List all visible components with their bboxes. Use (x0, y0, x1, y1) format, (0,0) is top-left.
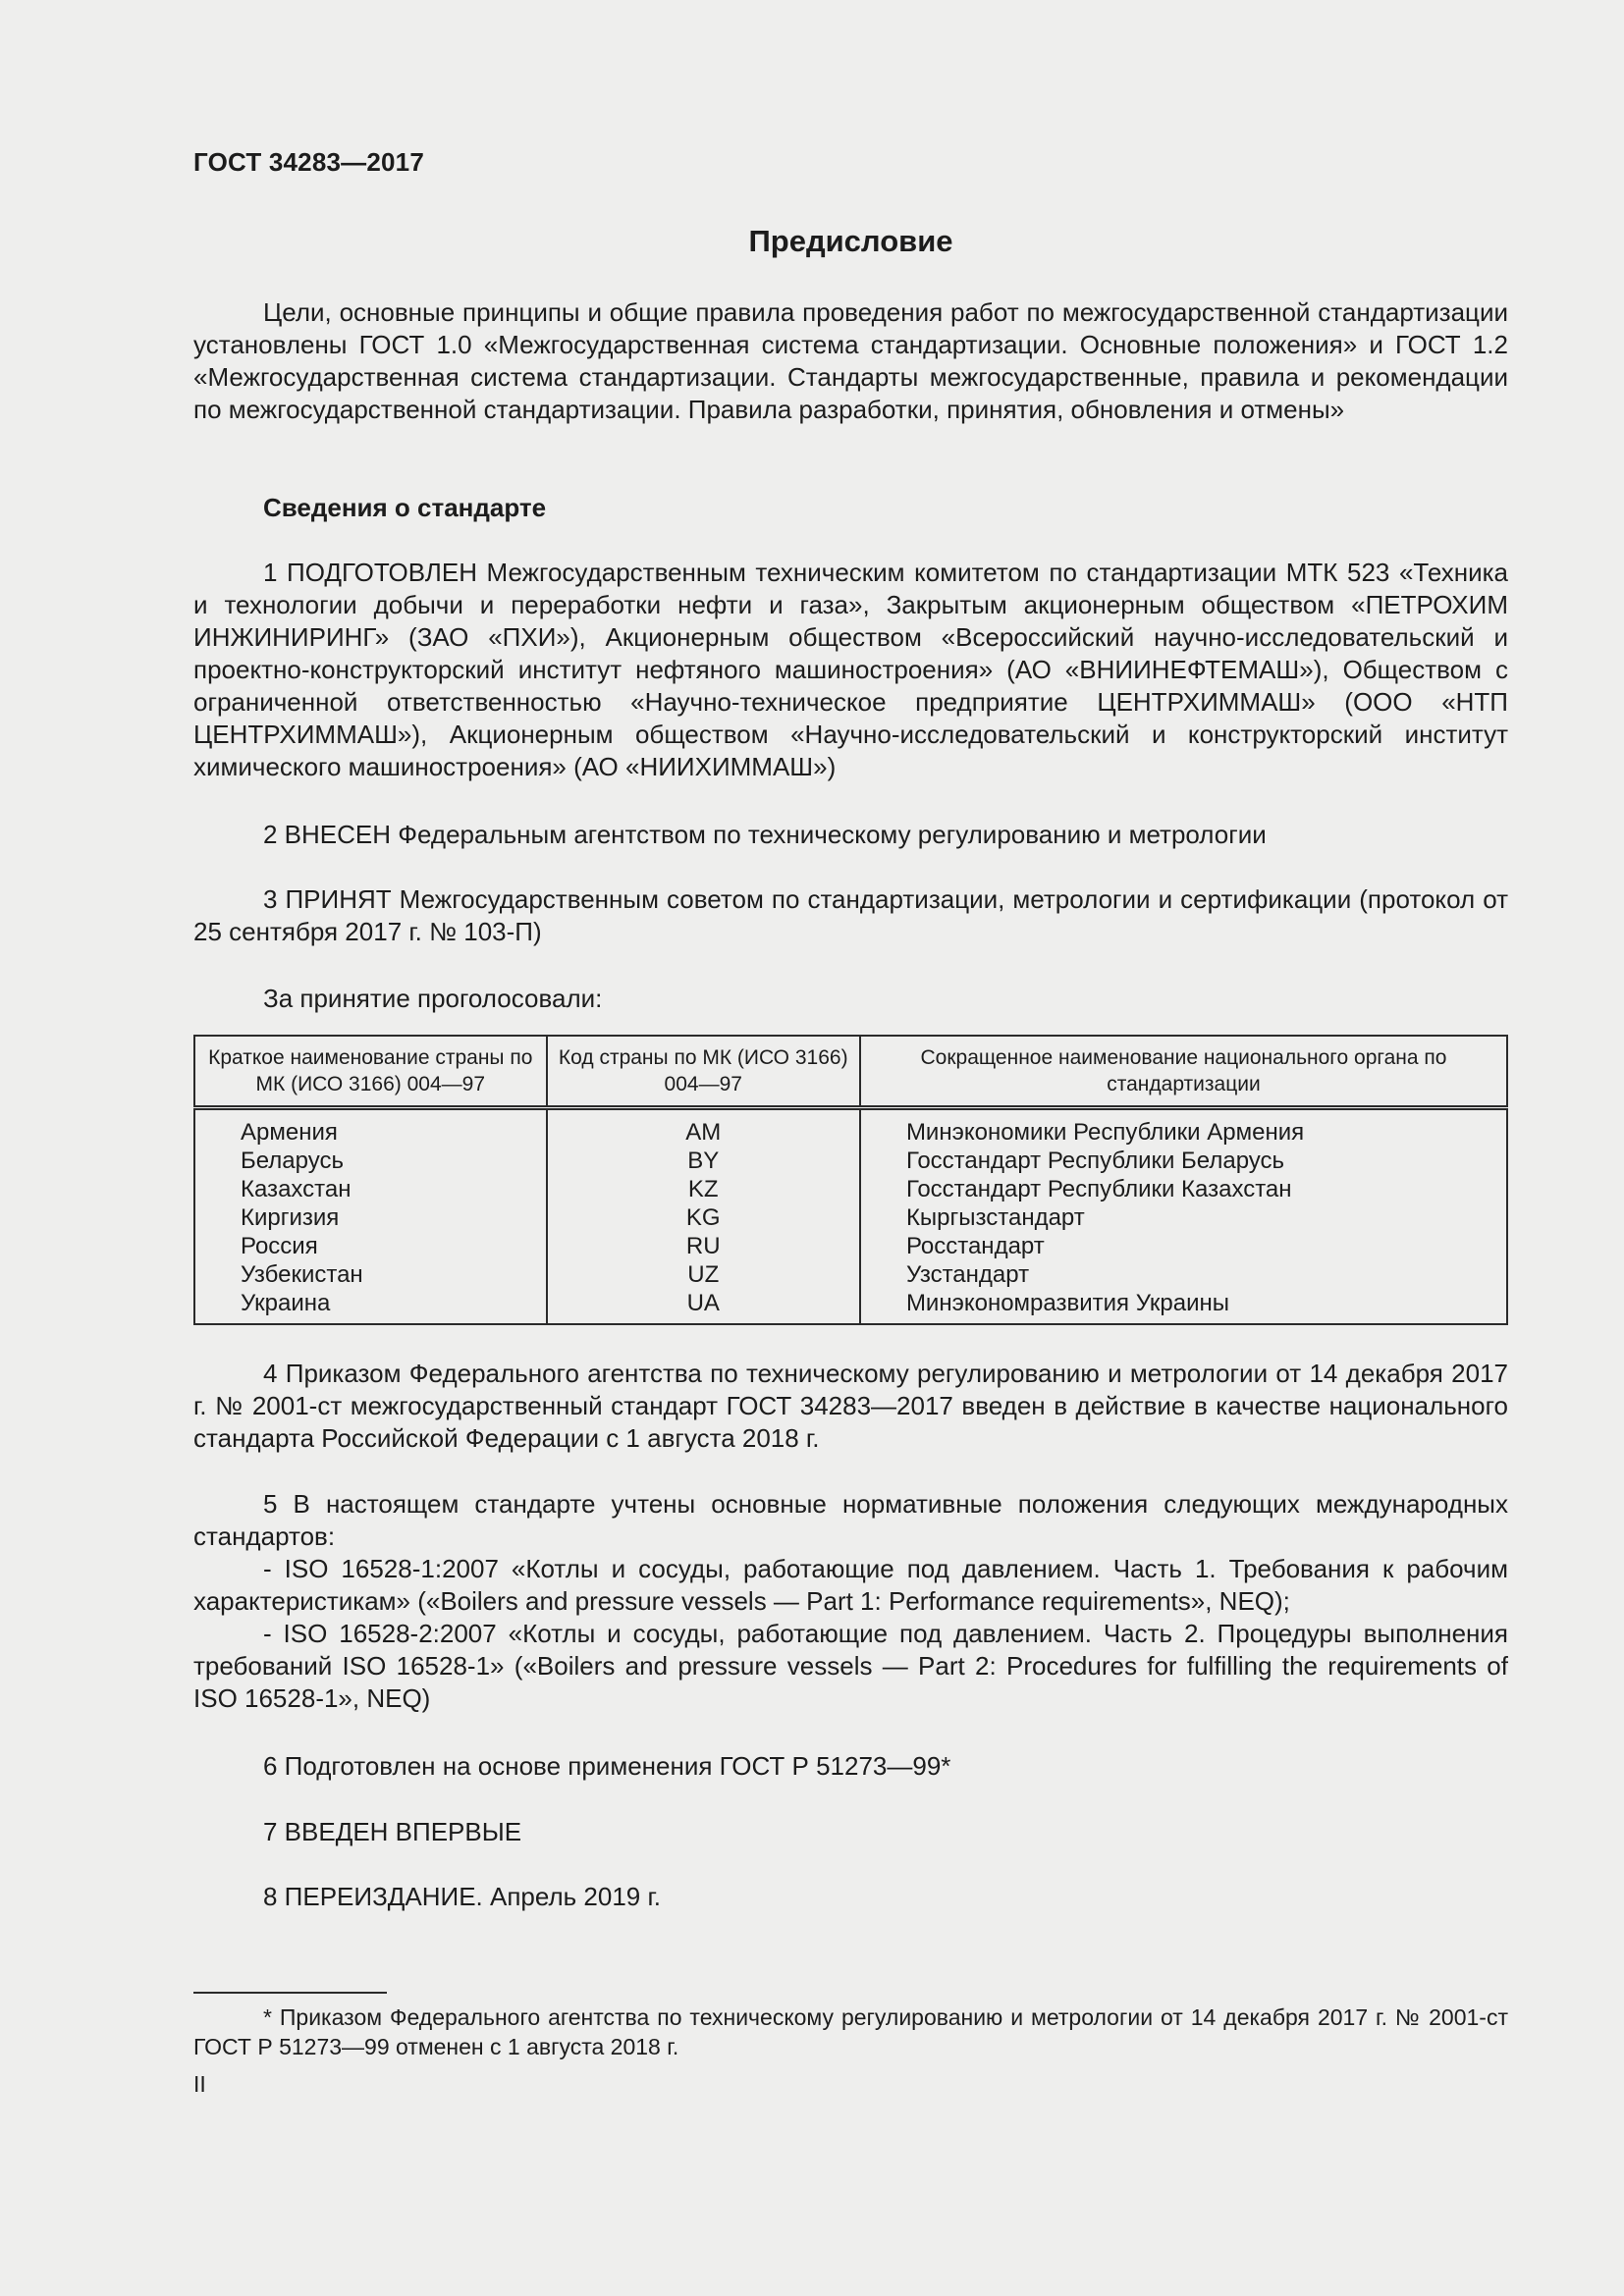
item-8-paragraph: 8 ПЕРЕИЗДАНИЕ. Апрель 2019 г. (263, 1882, 662, 1911)
item-5-paragraph: 5 В настоящем стандарте учтены основные нормативные положения следующих международных стандартов: (193, 1489, 1508, 1551)
header-country-code: Код страны по МК (ИСО 3166) 004—97 (547, 1036, 860, 1108)
votes-intro: За принятие проголосовали: (263, 984, 603, 1013)
item-5-standard-2: - ISO 16528-2:2007 «Котлы и сосуды, работающие под давлением. Часть 2. Процедуры выполнения требований ISO 16528-1» («Boilers and pressure vessels — Part 2: Procedures for fulfilling the requirements of ISO 16528-1», NEQ) (193, 1619, 1508, 1713)
item-4-paragraph: 4 Приказом Федерального агентства по техническому регулированию и метрологии от 14 декабря 2017 г. № 2001-ст межгосударственный стандарт ГОСТ 34283—2017 введен в действие в качестве национального стандарта Российской Федерации с 1 августа 2018 г. (193, 1359, 1508, 1453)
item-1-paragraph: 1 ПОДГОТОВЛЕН Межгосударственным техническим комитетом по стандартизации МТК 523 «Техника и технологии добычи и переработки нефти и газа», Закрытым акционерным обществом «ПЕТРОХИМ ИНЖИНИРИНГ» (ЗАО «ПХИ»), Акционерным обществом «Всероссийский научно-исследовательский и проектно-конструкторский институт нефтяного машиностроения» (АО «ВНИИНЕФТЕМАШ»), Обществом с ограниченной ответственностью «Научно-техническое предприятие ЦЕНТРХИММАШ» (ООО «НТП ЦЕНТРХИММАШ»), Акционерным обществом «Научно-исследовательский и конструкторский институт химического машиностроения» (АО «НИИХИММАШ») (193, 558, 1508, 781)
table-row (194, 1108, 1507, 1148)
cell-body: Госстандарт Республики Казахстан (860, 1175, 1507, 1203)
table-row (194, 1289, 1507, 1324)
table-row (194, 1232, 1507, 1260)
section-heading: Сведения о стандарте (263, 493, 547, 522)
cell-body: Росстандарт (860, 1232, 1507, 1260)
cell-country: Беларусь (194, 1147, 547, 1175)
header-country-name: Краткое наименование страны по МК (ИСО 3166) 004—97 (194, 1036, 547, 1108)
cell-code: BY (547, 1147, 860, 1175)
cell-country: Казахстан (194, 1175, 547, 1203)
footnote-separator (193, 1992, 387, 1994)
item-5-standard-1: - ISO 16528-1:2007 «Котлы и сосуды, работающие под давлением. Часть 1. Требования к рабочим характеристикам» («Boilers and pressure vessels — Part 1: Performance requirements», NEQ); (193, 1554, 1508, 1616)
cell-body: Кыргызстандарт (860, 1203, 1507, 1232)
page-title: Предисловие (748, 224, 953, 258)
table-row (194, 1260, 1507, 1289)
votes-table (193, 1035, 1508, 1325)
document-header: ГОСТ 34283—2017 (193, 147, 424, 177)
cell-code: AM (547, 1108, 860, 1148)
cell-code: UA (547, 1289, 860, 1324)
cell-code: KG (547, 1203, 860, 1232)
table-row (194, 1203, 1507, 1232)
cell-body: Узстандарт (860, 1260, 1507, 1289)
header-standards-body: Сокращенное наименование национального органа по стандартизации (860, 1036, 1507, 1108)
table-header-row (194, 1036, 1507, 1108)
cell-country: Киргизия (194, 1203, 547, 1232)
table-row (194, 1175, 1507, 1203)
cell-country: Украина (194, 1289, 547, 1324)
cell-code: KZ (547, 1175, 860, 1203)
page-number: II (193, 2071, 206, 2097)
item-6-paragraph: 6 Подготовлен на основе применения ГОСТ Р 51273—99* (263, 1751, 951, 1781)
item-3-paragraph: 3 ПРИНЯТ Межгосударственным советом по стандартизации, метрологии и сертификации (протокол от 25 сентября 2017 г. № 103-П) (193, 884, 1508, 946)
item-2-paragraph: 2 ВНЕСЕН Федеральным агентством по техническому регулированию и метрологии (263, 820, 1267, 849)
cell-body: Минэкономразвития Украины (860, 1289, 1507, 1324)
cell-code: RU (547, 1232, 860, 1260)
cell-code: UZ (547, 1260, 860, 1289)
cell-country: Узбекистан (194, 1260, 547, 1289)
table-row (194, 1147, 1507, 1175)
footnote: * Приказом Федерального агентства по техническому регулированию и метрологии от 14 декабря 2017 г. № 2001-ст ГОСТ Р 51273—99 отменен с 1 августа 2018 г. (193, 2004, 1508, 2059)
cell-country: Россия (194, 1232, 547, 1260)
item-7-paragraph: 7 ВВЕДЕН ВПЕРВЫЕ (263, 1817, 522, 1846)
cell-body: Минэкономики Республики Армения (860, 1108, 1507, 1148)
intro-paragraph: Цели, основные принципы и общие правила проведения работ по межгосударственной стандартизации установлены ГОСТ 1.0 «Межгосударственная система стандартизации. Основные положения» и ГОСТ 1.2 «Межгосударственная система стандартизации. Стандарты межгосударственные, правила и рекомендации по межгосударственной стандартизации. Правила разработки, принятия, обновления и отмены» (193, 297, 1508, 424)
cell-country: Армения (194, 1108, 547, 1148)
cell-body: Госстандарт Республики Беларусь (860, 1147, 1507, 1175)
